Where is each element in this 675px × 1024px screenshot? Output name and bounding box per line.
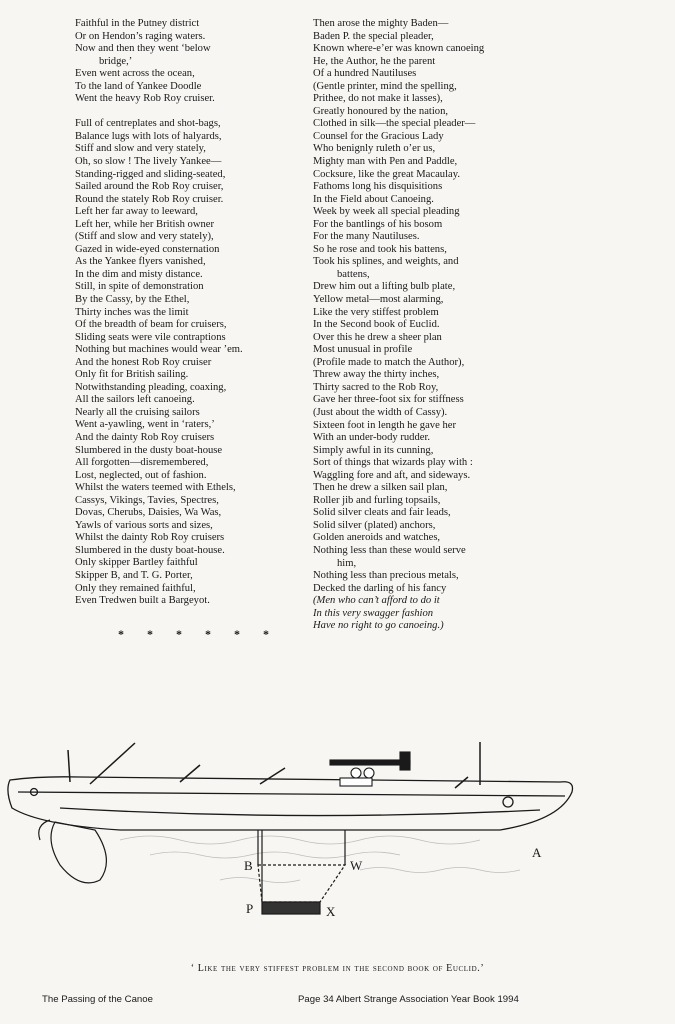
poem-line: Drew him out a lifting bulb plate, [313,281,456,293]
poem-line: So he rose and took his battens, [313,243,447,255]
poem-line: In the Field about Canoeing. [313,193,434,205]
poem-line: All the sailors left canoeing. [75,394,195,406]
poem-line: Thirty inches was the limit [75,306,189,318]
poem-line: Nothing but machines would wear ’em. [75,344,243,356]
poem-line: And the dainty Rob Roy cruisers [75,432,215,443]
poem-line: (Men who can’t afford to do it [313,595,440,607]
label-w: W [350,858,363,873]
poem-line: Mighty man with Pen and Paddle, [313,156,458,168]
poem-line: Roller jib and furling topsails, [313,494,441,506]
figure-caption: ‘ Like the very stiffest problem in the second book of Euclid.’ [190,963,485,974]
poem-line: And the honest Rob Roy cruiser [75,356,212,368]
poem-line: Sort of things that wizards play with : [313,457,473,469]
poem-line: For the bantlings of his bosom [313,218,443,230]
label-b: B [244,858,253,873]
poem-line: Oh, so slow ! The lively Yankee— [75,155,222,167]
poem-line: In this very swagger fashion [313,607,434,619]
poem-line: Round the stately Rob Roy cruiser. [75,193,224,205]
poem-line: (Just about the width of Cassy). [313,406,448,418]
poem-line: In the Second book of Euclid. [313,319,440,331]
poem-line: Now and then they went ‘below [75,43,211,55]
poem-line: Gave her three-foot six for stiffness [313,394,464,406]
poem-line: (Stiff and slow and very stately), [75,231,214,243]
poem-line: Yawls of various sorts and sizes, [75,519,213,531]
poem-line: Cassys, Vikings, Tavies, Spectres, [75,494,219,506]
poem-line: Known where-e’er was known canoeing [313,43,485,55]
canoe-illustration [0,730,675,960]
poem-line: Still, in spite of demonstration [75,281,204,293]
poem-line: Whilst the waters teemed with Ethels, [75,482,236,494]
poem-line: Counsel for the Gracious Lady [313,130,444,142]
poem-line: Left her far away to leeward, [75,206,198,218]
poem-line: With an under-body rudder. [313,432,431,444]
poem-line: Standing-rigged and sliding-seated, [75,168,226,180]
poem-line: Nothing less than precious metals, [313,570,459,582]
poem-line: Stiff and slow and very stately, [75,143,206,155]
poem-line: To the land of Yankee Doodle [75,80,202,92]
poem-line: Cocksure, like the great Macaulay. [313,168,460,180]
poem-line: him, [337,557,357,569]
poem-line: Fathoms long his disquisitions [313,181,443,193]
poem-line: By the Cassy, by the Ethel, [75,293,190,305]
poem-line: Of the breadth of beam for cruisers, [75,319,227,331]
poem-line: Only skipper Bartley faithful [75,557,198,569]
poem-line: Who benignly ruleth o’er us, [313,143,436,155]
poem-line: Greatly honoured by the nation, [313,105,449,117]
poem-line: Then arose the mighty Baden— [313,18,449,29]
poem-line: Golden aneroids and watches, [313,532,441,544]
poem-line: Threw away the thirty inches, [313,369,440,381]
poem-line: Nearly all the cruising sailors [75,406,200,418]
poem-line: Like the very stiffest problem [313,306,439,318]
poem-line: Thirty sacred to the Rob Roy, [313,381,439,393]
poem-line: Or on Hendon’s raging waters. [75,30,206,42]
poem-line: battens, [337,268,370,280]
label-p: P [246,901,254,916]
poem-line: Sixteen foot in length he gave her [313,419,456,431]
poem-line: Went a-yawling, went in ‘raters,’ [75,419,215,431]
label-a: A [532,845,542,860]
poem-line: He, the Author, he the parent [313,55,436,67]
poem-right-column [313,18,573,633]
poem-line: Took his splines, and weights, and [313,256,459,268]
poem-line: Faithful in the Putney district [75,18,200,29]
poem-left-column [75,18,307,608]
poem-line: Slumbered in the dusty boat-house [75,444,223,456]
poem-line: Even Tredwen built a Bargeyot. [75,595,210,607]
poem-line: (Gentle printer, mind the spelling, [313,80,457,92]
label-x: X [326,904,336,919]
poem-line: Lost, neglected, out of fashion. [75,469,207,481]
poem-line: Then he drew a silken sail plan, [313,482,448,494]
poem-line: (Profile made to match the Author), [313,356,465,368]
poem-line: As the Yankee flyers vanished, [75,256,206,268]
poem-line: Only they remained faithful, [75,582,196,594]
poem-line: Balance lugs with lots of halyards, [75,130,222,142]
poem-line: In the dim and misty distance. [75,268,203,280]
poem-line: Even went across the ocean, [75,68,195,80]
poem-line: Whilst the dainty Rob Roy cruisers [75,532,225,544]
poem-line: Slumbered in the dusty boat-house. [75,544,225,556]
centreboard [258,830,345,914]
poem-line: Week by week all special pleading [313,206,460,218]
poem-line: Prithee, do not make it lasses), [313,93,443,105]
footer-title: The Passing of the Canoe [42,994,153,1005]
poem-line: Have no right to go canoeing.) [313,620,444,632]
poem-line: Left her, while her British owner [75,218,215,230]
poem-line: Most unusual in profile [313,344,413,356]
poem-line: Decked the darling of his fancy [313,582,447,594]
poem-line: Solid silver (plated) anchors, [313,519,436,531]
poem-line: Clothed in silk—the special pleader— [313,118,476,130]
poem-line: bridge,’ [99,55,133,67]
poem-line: For the many Nautiluses. [313,231,420,243]
poem-line: Gazed in wide-eyed consternation [75,243,220,255]
poem-line: Went the heavy Rob Roy cruiser. [75,93,215,105]
poem-line: Skipper B, and T. G. Porter, [75,570,193,582]
poem-line: Waggling fore and aft, and sideways. [313,469,471,481]
poem-line: Of a hundred Nautiluses [313,68,417,80]
footer-page-info: Page 34 Albert Strange Association Year Book 1994 [298,994,519,1005]
poem-line: Sliding seats were vile contraptions [75,331,226,343]
poem-line: Nothing less than these would serve [313,544,466,556]
poem-line: Full of centreplates and shot-bags, [75,118,221,130]
canoe-hull [8,777,573,830]
section-break-stars: * * * * * * [118,627,279,641]
rudder [39,820,107,883]
poem-line: Dovas, Cherubs, Daisies, Wa Was, [75,507,222,519]
poem-line: Baden P. the special pleader, [313,30,434,42]
poem-line: Over this he drew a sheer plan [313,331,442,343]
poem-line: Simply awful in its cunning, [313,444,434,456]
poem-line: Yellow metal—most alarming, [313,294,444,306]
poem-line: Notwithstanding pleading, coaxing, [75,381,227,393]
poem-line: Solid silver cleats and fair leads, [313,507,451,519]
poem-line: Only fit for British sailing. [75,369,189,381]
poem-line: Sailed around the Rob Roy cruiser, [75,181,224,193]
poem-line: All forgotten—disremembered, [75,457,209,469]
wave-lines [120,836,520,883]
